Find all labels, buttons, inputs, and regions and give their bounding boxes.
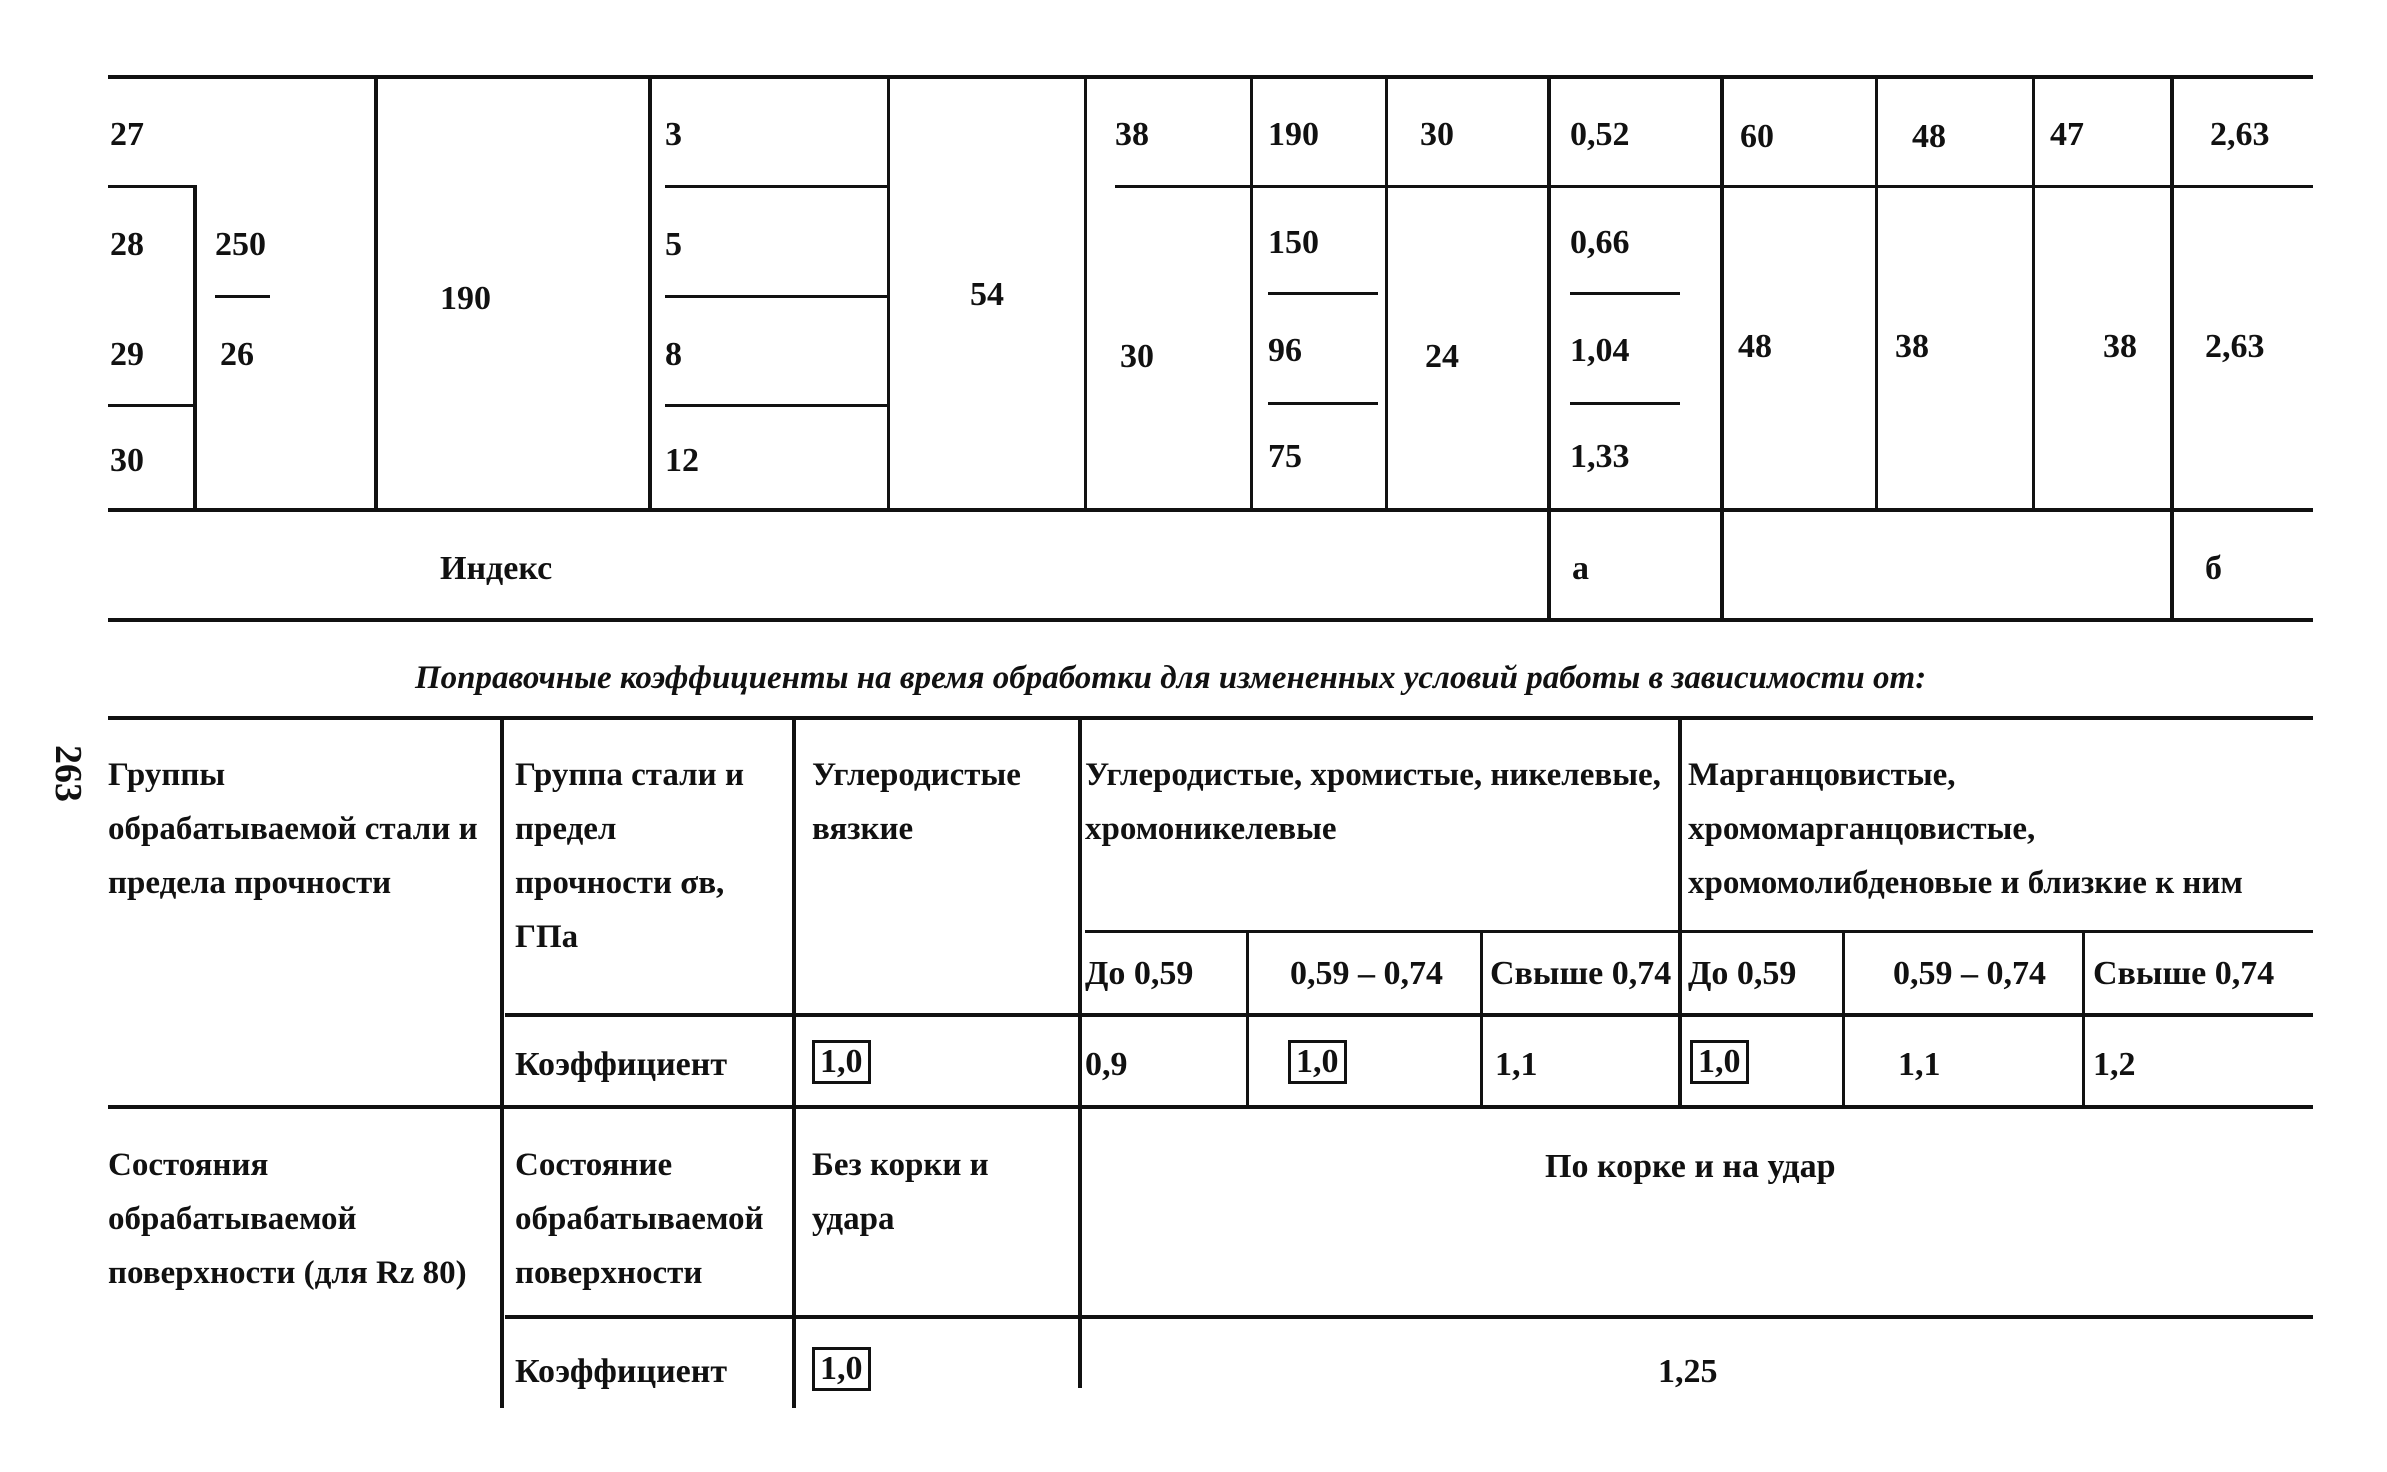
upper-c9-v3: 1,04	[1570, 332, 1630, 369]
range-cell: Свыше 0,74	[2093, 955, 2275, 992]
c4-divider	[887, 77, 890, 510]
upper-c7-v4: 75	[1268, 438, 1302, 475]
upper-c8-v1: 30	[1420, 116, 1454, 153]
upper-c2-v2: 26	[220, 336, 254, 373]
c12-divider	[2170, 77, 2174, 620]
range-cell: 0,59 – 0,74	[1893, 955, 2046, 992]
upper-index-top-rule	[108, 508, 2313, 512]
upper-c11-v1: 48	[1912, 118, 1946, 155]
coef-boxed: 1,0	[1690, 1040, 1749, 1084]
upper-c9-v2: 0,66	[1570, 224, 1630, 261]
table-caption: Поправочные коэффициенты на время обработки для измененных условий работы в зависимости от:	[415, 660, 1927, 696]
surface-coef-label: Коэффициент	[515, 1353, 728, 1390]
upper-c7-v3: 96	[1268, 332, 1302, 369]
surface-coef-value: 1,25	[1658, 1353, 1718, 1390]
c1-sep	[108, 185, 193, 188]
coef-boxed: 1,0	[812, 1347, 871, 1391]
row1-sep	[1115, 185, 2313, 188]
upper-c7-v2: 150	[1268, 224, 1319, 261]
coef-value: 1,1	[1898, 1046, 1941, 1083]
c3-divider	[648, 77, 652, 510]
section-rule	[108, 1105, 2313, 1109]
upper-c13-v1: 2,63	[2210, 116, 2270, 153]
upper-c1-v3: 29	[110, 336, 144, 373]
surface-coef-rule	[505, 1315, 2313, 1319]
c9-divider	[1720, 77, 1724, 620]
carbon-chrome-header: Углеродистые, хромистые, никелевые, хромоникелевые	[1085, 757, 1661, 847]
c7-divider	[1385, 77, 1388, 510]
upper-c4-v1: 3	[665, 116, 682, 153]
c5-divider	[1084, 77, 1087, 510]
range-divider	[1246, 930, 1249, 1108]
coef-top-rule	[505, 1013, 2313, 1017]
range-cell: До 0,59	[1688, 955, 1797, 992]
upper-bottom-rule	[108, 618, 2313, 622]
c2-sep	[215, 295, 270, 298]
upper-c1-v4: 30	[110, 442, 144, 479]
c10-divider	[1875, 77, 1878, 510]
lower-col2-divider	[792, 718, 796, 1408]
coef-value: 0,9	[1085, 1046, 1128, 1083]
upper-c9-v1: 0,52	[1570, 116, 1630, 153]
upper-c9-v4: 1,33	[1570, 438, 1630, 475]
c2-divider	[374, 77, 378, 510]
carbon-viscous-header: Углеродистые вязкие	[812, 757, 1021, 847]
surface-param: Состояние обрабатываемой поверхности	[515, 1147, 764, 1291]
c11-divider	[2032, 77, 2035, 510]
upper-c11-v2: 38	[1895, 328, 1929, 365]
groups-coef-label: Коэффициент	[515, 1046, 728, 1083]
c4-sep	[665, 185, 890, 188]
manganese-header: Марганцовистые, хромомарганцовистые, хромомолибденовые и близкие к ним	[1688, 757, 2243, 901]
upper-c3-v: 190	[440, 280, 491, 317]
upper-c4-v4: 12	[665, 442, 699, 479]
index-label: Индекс	[440, 550, 553, 587]
upper-c5-v: 54	[970, 276, 1004, 313]
c6-divider	[1250, 77, 1253, 510]
upper-c1-v2: 28	[110, 226, 144, 263]
upper-c8-v2: 24	[1425, 338, 1459, 375]
c4-sep	[665, 295, 890, 298]
upper-c7-v1: 190	[1268, 116, 1319, 153]
upper-c2-v1: 250	[215, 226, 266, 263]
groups-label: Группы обрабатываемой стали и предела прочности	[108, 757, 478, 901]
range-divider	[1480, 930, 1483, 1108]
c8-divider	[1547, 77, 1551, 620]
coef-value: 1,2	[2093, 1046, 2136, 1083]
lower-group-divider	[1678, 718, 1682, 1108]
crust-header: По корке и на удар	[1545, 1148, 1836, 1185]
c7-sep	[1268, 292, 1378, 295]
upper-c10-v1: 60	[1740, 118, 1774, 155]
c1-divider	[193, 185, 197, 510]
range-divider	[2082, 930, 2085, 1108]
upper-top-rule	[108, 75, 2313, 79]
upper-c13-v2: 2,63	[2205, 328, 2265, 365]
upper-c4-v2: 5	[665, 226, 682, 263]
groups-param: Группа стали и предел прочности σв, ГПа	[515, 757, 744, 955]
lower-col1-divider	[500, 718, 504, 1408]
ranges-top-rule	[1085, 930, 2313, 933]
c9-sep	[1570, 292, 1680, 295]
index-a: а	[1572, 550, 1589, 587]
upper-c10-v2: 48	[1738, 328, 1772, 365]
surface-label: Состояния обрабатываемой поверхности (для Rz 80)	[108, 1147, 467, 1291]
c7-sep	[1268, 402, 1378, 405]
upper-c6-v2: 30	[1120, 338, 1154, 375]
coef-boxed: 1,0	[1288, 1040, 1347, 1084]
upper-c1-v1: 27	[110, 116, 144, 153]
upper-c4-v3: 8	[665, 336, 682, 373]
upper-c6-v1: 38	[1115, 116, 1149, 153]
coef-value: 1,1	[1495, 1046, 1538, 1083]
lower-col3-divider	[1078, 718, 1082, 1388]
index-b: б	[2205, 550, 2222, 587]
no-crust-header: Без корки и удара	[812, 1147, 989, 1237]
upper-c12-v1: 47	[2050, 116, 2084, 153]
range-cell: Свыше 0,74	[1490, 955, 1672, 992]
page-number: 263	[47, 745, 89, 802]
lower-top-rule	[108, 716, 2313, 720]
c1-sep	[108, 404, 193, 407]
c9-sep	[1570, 402, 1680, 405]
range-cell: До 0,59	[1085, 955, 1194, 992]
upper-c12-v2: 38	[2103, 328, 2137, 365]
coef-boxed: 1,0	[812, 1040, 871, 1084]
range-cell: 0,59 – 0,74	[1290, 955, 1443, 992]
c4-sep	[665, 404, 890, 407]
range-divider	[1842, 930, 1845, 1108]
